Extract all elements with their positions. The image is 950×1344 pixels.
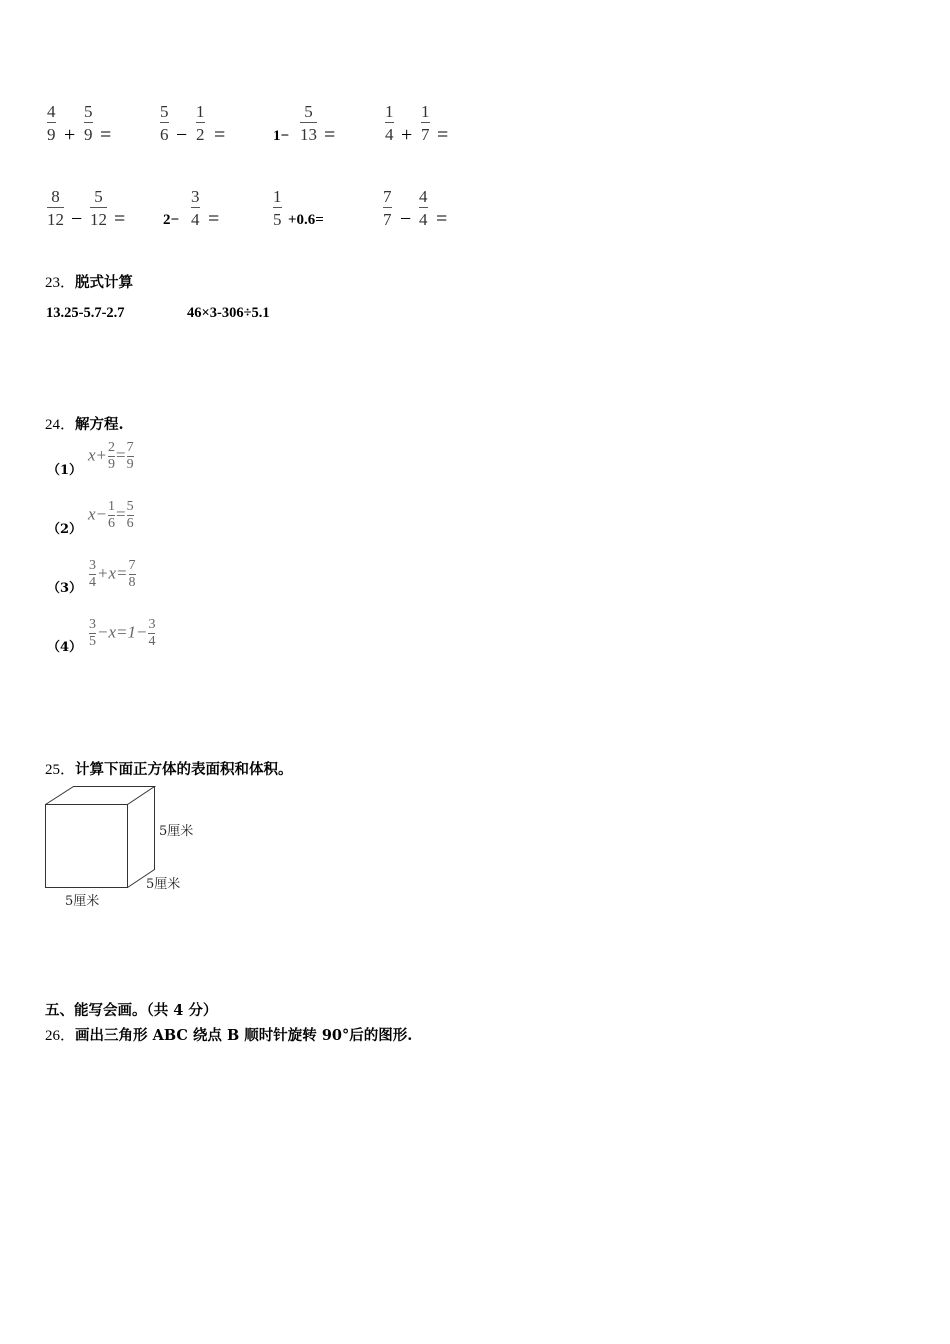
fraction: 4 4 [419, 187, 428, 229]
q25-number: 25． [45, 762, 76, 778]
q26-title: 画出三角形 ABC 绕点 B 顺时针旋转 90°后的图形. [75, 1027, 413, 1044]
cube-top-face [46, 787, 155, 805]
fraction: 5 13 [300, 102, 317, 144]
q23-expression-2: 46×3-306÷5.1 [187, 305, 270, 321]
section-5-title: 五、能写会画。（共 4 分） [45, 1002, 218, 1019]
cube-label-height: 5厘米 [159, 824, 194, 839]
operator: 1− [273, 128, 290, 144]
fraction: 7 7 [383, 187, 392, 229]
operator: = [208, 208, 220, 230]
q26-heading [45, 1024, 412, 1045]
equation-label: （4） [47, 640, 83, 655]
equation-label: （3） [47, 581, 83, 596]
equation-expression: x+ $\frac{2}{9}$ = $\frac{7}{9}$ [88, 440, 134, 472]
operator: +0.6= [288, 212, 324, 228]
operator: = [100, 124, 112, 146]
q23-expression-1: 13.25-5.7-2.7 [46, 305, 125, 321]
q23-heading [45, 271, 133, 292]
q24-number: 24． [45, 417, 76, 433]
cube-label-width: 5厘米 [65, 894, 100, 909]
operator: − [400, 208, 412, 230]
operator: − [176, 124, 188, 146]
operator: = [324, 124, 336, 146]
operator: = [437, 124, 449, 146]
fraction: 3 4 [191, 187, 200, 229]
fraction: 1 2 [196, 102, 205, 144]
fraction: 5 6 [160, 102, 169, 144]
q26-number: 26． [45, 1028, 76, 1044]
operator: + [401, 124, 413, 146]
fraction: 4 9 [47, 102, 56, 144]
equation-expression: $\frac{3}{5}$ −x=1− $\frac{3}{4}$ [89, 617, 156, 649]
equation-label: （1） [47, 463, 83, 478]
q25-heading [45, 758, 293, 779]
fraction: 1 4 [385, 102, 394, 144]
fraction: 8 12 [47, 187, 64, 229]
q23-number: 23． [45, 275, 76, 291]
cube-label-depth: 5厘米 [146, 877, 181, 892]
fraction: 5 12 [90, 187, 107, 229]
fraction: 1 5 [273, 187, 282, 229]
operator: = [436, 208, 448, 230]
fraction: 5 9 [84, 102, 93, 144]
cube-front-face [46, 805, 128, 888]
operator: − [71, 208, 83, 230]
operator: = [114, 208, 126, 230]
equation-expression: x− $\frac{1}{6}$ = $\frac{5}{6}$ [88, 499, 134, 531]
operator: 2− [163, 212, 180, 228]
equation-label: （2） [47, 522, 83, 537]
operator: + [64, 124, 76, 146]
operator: = [214, 124, 226, 146]
q25-title: 计算下面正方体的表面积和体积。 [75, 761, 293, 778]
q23-title: 脱式计算 [75, 274, 134, 291]
equation-expression: $\frac{3}{4}$ +x= $\frac{7}{8}$ [89, 558, 136, 590]
q24-title: 解方程. [75, 416, 124, 433]
q24-heading [45, 413, 124, 434]
fraction: 1 7 [421, 102, 430, 144]
